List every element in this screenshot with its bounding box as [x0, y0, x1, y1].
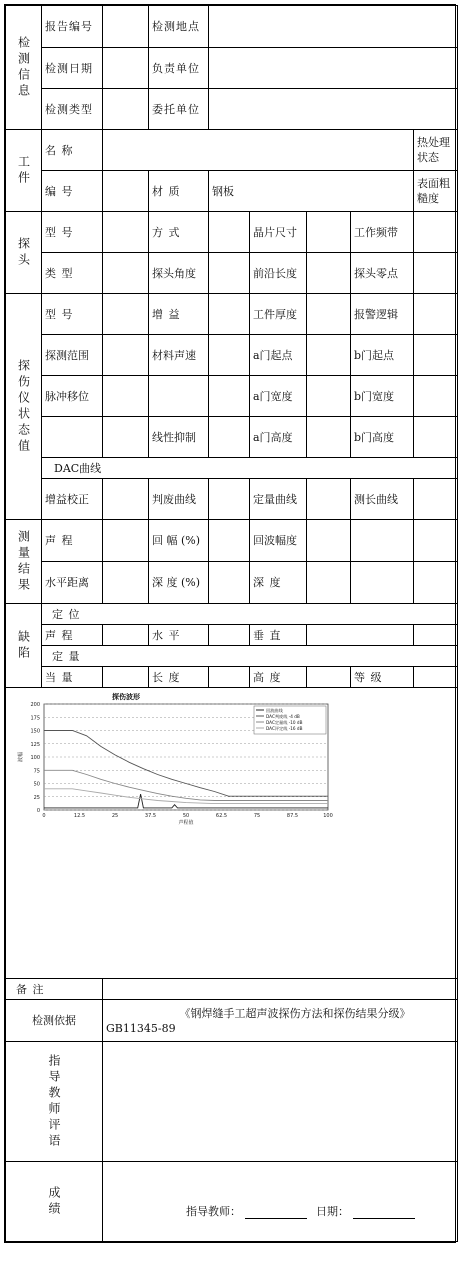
value-blank-4[interactable] [103, 417, 149, 458]
label-heat-treatment: 热处理状态 [414, 130, 458, 171]
value-b-gate-height[interactable] [414, 417, 458, 458]
value-b-gate-width[interactable] [414, 376, 458, 417]
label-b-gate-height: b门高度 [351, 417, 414, 458]
value-date[interactable] [103, 48, 149, 89]
section-defect: 缺陷 [6, 604, 42, 688]
x-tick-label: 75 [253, 813, 261, 819]
section-inspection-info: 检测信息 [6, 6, 42, 130]
label-a-gate-width: a门宽度 [250, 376, 307, 417]
value-blank-6[interactable] [414, 520, 458, 562]
label-defect-vertical: 垂 直 [250, 625, 307, 646]
value-quant-curve[interactable] [307, 479, 351, 520]
label-echo-amplitude: 回波幅度 [250, 520, 307, 562]
value-defect-vertical[interactable] [307, 625, 414, 646]
y-tick-label: 200 [30, 702, 40, 708]
label-site: 检测地点 [149, 6, 209, 48]
label-teacher-comment: 指导教师评语 [6, 1042, 103, 1162]
label-sound-path: 声 程 [42, 520, 103, 562]
y-tick-label: 150 [30, 728, 40, 735]
value-b-gate-start[interactable] [414, 335, 458, 376]
label-probe-model: 型 号 [42, 212, 103, 253]
label-locate: 定 位 [42, 604, 458, 625]
label-quant-curve: 定量曲线 [250, 479, 307, 520]
value-a-gate-height[interactable] [307, 417, 351, 458]
value-sound-path[interactable] [103, 520, 149, 562]
value-probe-kind[interactable] [103, 253, 149, 294]
value-site[interactable] [209, 6, 458, 48]
label-client: 委托单位 [149, 89, 209, 130]
label-depth: 深 度 [250, 562, 307, 604]
label-pulse-shift: 脉冲移位 [42, 376, 103, 417]
legend-label-2: DAC定量线 -10 dB [266, 720, 303, 725]
label-defect-path: 声 程 [42, 625, 103, 646]
label-reject-curve: 判废曲线 [149, 479, 209, 520]
y-tick-label: 0 [36, 808, 40, 814]
value-front-length[interactable] [307, 253, 351, 294]
value-echo-amplitude[interactable] [307, 520, 351, 562]
label-probe-angle: 探头角度 [149, 253, 209, 294]
value-depth-pct[interactable] [209, 562, 250, 604]
x-tick-label: 87.5 [286, 813, 299, 819]
label-probe-kind: 类 型 [42, 253, 103, 294]
report-table [5, 5, 458, 1242]
sign-date-field[interactable] [353, 1206, 415, 1219]
value-equivalent[interactable] [103, 667, 149, 688]
label-date: 检测日期 [42, 48, 103, 89]
label-chip-size: 晶片尺寸 [250, 212, 307, 253]
label-basis: 检测依据 [6, 1000, 103, 1042]
value-chip-size[interactable] [307, 212, 351, 253]
value-probe-zero[interactable] [414, 253, 458, 294]
value-probe-model[interactable] [103, 212, 149, 253]
y-tick-label: 50 [33, 781, 40, 788]
value-owner[interactable] [209, 48, 458, 89]
chart-title: 探伤波形 [112, 693, 140, 701]
y-axis-label: 波幅 [18, 751, 24, 763]
basis-standard-code: GB11345-89 [106, 1021, 176, 1035]
value-blank-2[interactable] [209, 376, 250, 417]
label-number: 编 号 [42, 171, 103, 212]
label-length: 长 度 [149, 667, 209, 688]
report-form [4, 4, 456, 1243]
x-tick-label: 37.5 [144, 813, 157, 819]
value-remark[interactable] [103, 979, 458, 1000]
label-quantify: 定 量 [42, 646, 458, 667]
value-type[interactable] [103, 89, 149, 130]
label-device-model: 型 号 [42, 294, 103, 335]
value-blank-8[interactable] [414, 562, 458, 604]
value-blank-3[interactable] [42, 417, 103, 458]
value-defect-horizontal[interactable] [209, 625, 250, 646]
waveform-cell [6, 688, 458, 979]
value-teacher-comment[interactable] [103, 1042, 458, 1162]
value-device-model[interactable] [103, 294, 149, 335]
label-probe-zero: 探头零点 [351, 253, 414, 294]
label-gain: 增 益 [149, 294, 209, 335]
value-number[interactable] [103, 171, 149, 212]
y-tick-label: 100 [30, 755, 40, 761]
value-score [103, 1162, 458, 1242]
label-front-length: 前沿长度 [250, 253, 307, 294]
value-probe-angle[interactable] [209, 253, 250, 294]
value-blank-7[interactable] [351, 562, 414, 604]
label-owner: 负责单位 [149, 48, 209, 89]
value-name[interactable] [103, 130, 414, 171]
x-tick-label: 12.5 [73, 813, 86, 819]
value-length-curve[interactable] [414, 479, 458, 520]
label-alarm: 报警逻辑 [351, 294, 414, 335]
label-reject: 线性抑制 [149, 417, 209, 458]
value-probe-mode[interactable] [209, 212, 250, 253]
label-frequency: 工作频带 [351, 212, 414, 253]
x-tick-label: 50 [182, 813, 190, 819]
y-tick-label: 175 [30, 715, 40, 722]
label-score: 成绩 [6, 1162, 103, 1242]
label-horizontal-distance: 水平距离 [42, 562, 103, 604]
value-frequency[interactable] [414, 212, 458, 253]
label-length-curve: 测长曲线 [351, 479, 414, 520]
label-type: 检测类型 [42, 89, 103, 130]
value-alarm[interactable] [414, 294, 458, 335]
label-teacher-sign: 指导教师： [186, 1204, 241, 1218]
value-reject-curve[interactable] [209, 479, 250, 520]
label-grade: 等 级 [351, 667, 414, 688]
label-report-no: 报告编号 [42, 6, 103, 48]
legend-label-0: 回波曲线 [266, 708, 283, 713]
label-probe-mode: 方 式 [149, 212, 209, 253]
value-a-gate-width[interactable] [307, 376, 351, 417]
section-measurement: 测量结果 [6, 520, 42, 604]
value-velocity[interactable] [209, 335, 250, 376]
value-blank-1[interactable] [149, 376, 209, 417]
y-tick-label: 125 [30, 741, 40, 748]
section-workpiece: 工件 [6, 130, 42, 212]
value-material[interactable]: 钢板 [209, 171, 414, 212]
x-tick-label: 100 [323, 813, 333, 819]
value-a-gate-start[interactable] [307, 335, 351, 376]
label-dac-curve: DAC曲线 [42, 458, 458, 479]
label-velocity: 材料声速 [149, 335, 209, 376]
label-gain-correction: 增益校正 [42, 479, 103, 520]
waveform-chart [10, 692, 333, 832]
label-a-gate-start: a门起点 [250, 335, 307, 376]
x-axis-label: 声程值 [178, 820, 194, 826]
value-client[interactable] [209, 89, 458, 130]
label-a-gate-height: a门高度 [250, 417, 307, 458]
value-pulse-shift[interactable] [103, 376, 149, 417]
value-range[interactable] [103, 335, 149, 376]
label-remark: 备 注 [6, 979, 103, 1000]
label-height: 高 度 [250, 667, 307, 688]
label-name: 名 称 [42, 130, 103, 171]
value-blank-9[interactable] [414, 625, 458, 646]
value-reject[interactable] [209, 417, 250, 458]
label-sign-date: 日期： [316, 1204, 349, 1218]
section-device-status: 探伤仪状态值 [6, 294, 42, 520]
label-amplitude-pct: 回 幅 (%) [149, 520, 209, 562]
label-range: 探测范围 [42, 335, 103, 376]
value-grade[interactable] [414, 667, 458, 688]
x-tick-label: 0 [42, 813, 46, 819]
value-defect-path[interactable] [103, 625, 149, 646]
value-thickness[interactable] [307, 294, 351, 335]
teacher-sign-field[interactable] [245, 1206, 307, 1219]
value-basis [103, 1000, 458, 1042]
y-tick-label: 25 [33, 794, 40, 801]
y-tick-label: 75 [33, 768, 40, 775]
basis-standard-title: 《钢焊缝手工超声波探伤方法和探伤结果分级》 [179, 1006, 411, 1020]
label-equivalent: 当 量 [42, 667, 103, 688]
label-thickness: 工件厚度 [250, 294, 307, 335]
label-b-gate-width: b门宽度 [351, 376, 414, 417]
legend-label-3: DAC评定线 -16 dB [266, 726, 303, 731]
value-gain[interactable] [209, 294, 250, 335]
value-length[interactable] [209, 667, 250, 688]
value-depth[interactable] [307, 562, 351, 604]
label-roughness: 表面粗糙度 [414, 171, 458, 212]
label-depth-pct: 深 度 (%) [149, 562, 209, 604]
label-defect-horizontal: 水 平 [149, 625, 209, 646]
value-gain-correction[interactable] [103, 479, 149, 520]
legend-label-1: DAC判废线 -4 dB [266, 714, 300, 719]
section-probe: 探头 [6, 212, 42, 294]
value-blank-5[interactable] [351, 520, 414, 562]
value-report-no[interactable] [103, 6, 149, 48]
value-horizontal-distance[interactable] [103, 562, 149, 604]
x-tick-label: 62.5 [215, 813, 228, 819]
x-tick-label: 25 [111, 813, 119, 819]
label-b-gate-start: b门起点 [351, 335, 414, 376]
value-amplitude-pct[interactable] [209, 520, 250, 562]
value-height[interactable] [307, 667, 351, 688]
label-material: 材 质 [149, 171, 209, 212]
